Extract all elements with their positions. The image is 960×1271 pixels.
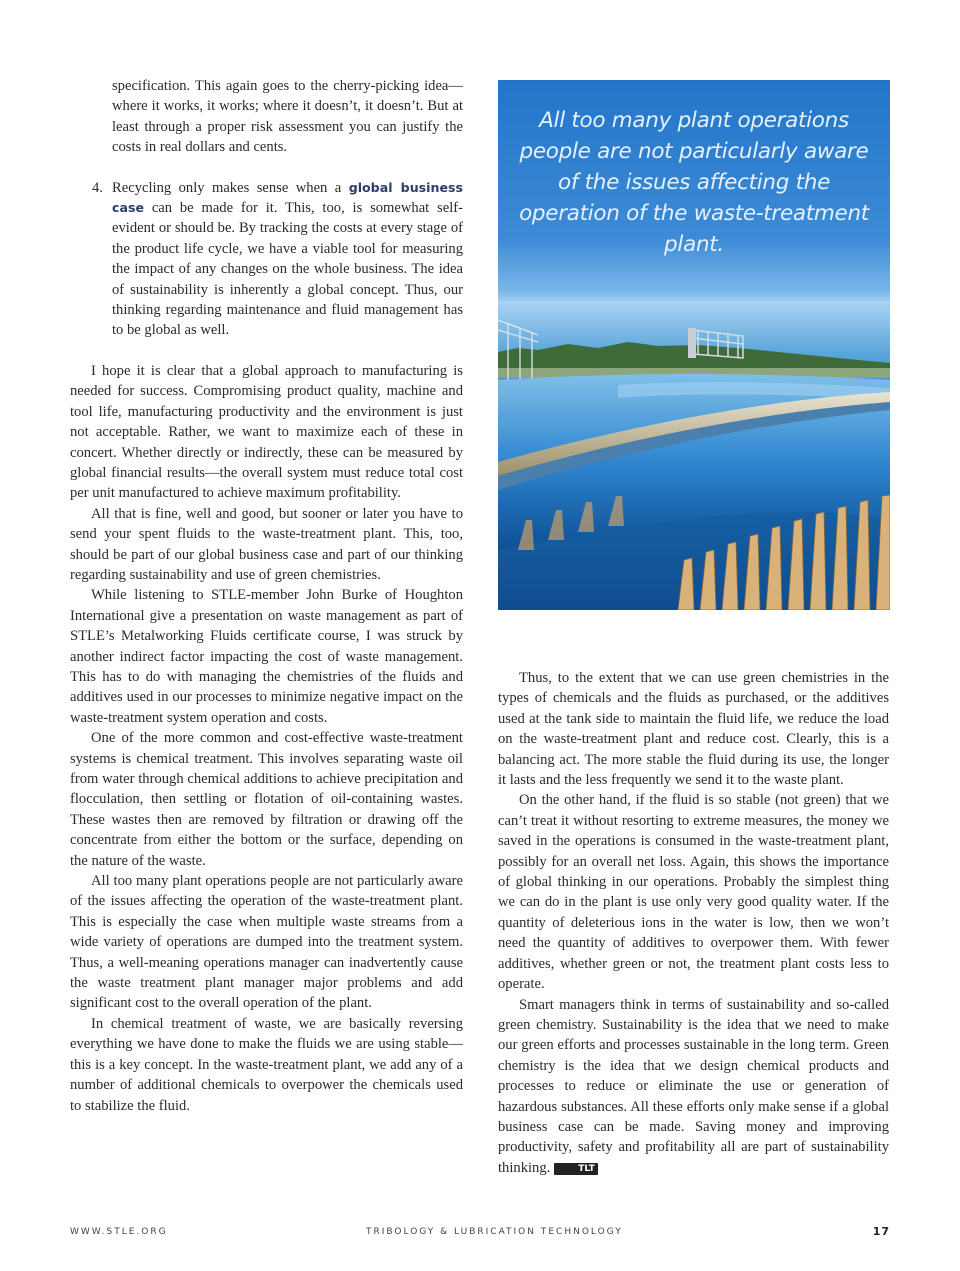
page-number: 17	[872, 1225, 890, 1238]
left-column	[70, 76, 463, 1116]
body-paragraph: While listening to STLE-member John Burke of Houghton International give a presentation on waste management as part of STLE’s Metalworking Fluids certificate course, I was struck by another indirect factor impacting the cost of waste management. This has to do with managing the chemistries of the fluids and additives used in our processes to minimize negative impact on the waste-treatment system operation and costs.	[70, 587, 463, 726]
right-column	[498, 668, 889, 1178]
bold-phrase: global business case	[112, 179, 463, 216]
body-paragraph: Thus, to the extent that we can use green chemistries in the types of chemicals and the fluids as purchased, or the additives used at the tank side to maintain the fluid life, we reduce the load on the waste-treatment plant and reduce cost. Clearly, this is a balancing act. The more stable the fluid during its use, the longer it lasts and the less frequently we send it to the waste plant.	[498, 670, 889, 789]
list-item-text-after: can be made for it. This, too, is somewhat self-evident or should be. By tracking the costs at every stage of the product life cycle, we have a viable tool for measuring the impact of any changes on the whole business. The idea of sustainability is inherently a global concept. Thus, our thinking regarding maintenance and fluid management has to be global as well.	[112, 200, 463, 339]
final-paragraph-text: Smart managers think in terms of sustainability and so-called green chemistry. Sustainability is the idea that we need to make our green efforts and processes sustainable in the long term. Green chemistry is the idea that we design chemical products and processes to reduce or eliminate the use or generation of hazardous substances. All these efforts only make sense if a global business case can be made. Saving money and improving productivity, safety and profitability all are part of sustainability thinking.	[498, 996, 889, 1176]
list-item-4	[70, 178, 463, 341]
body-paragraph: I hope it is clear that a global approach to manufacturing is needed for success. Compromising product quality, machine and tool life, manufacturing productivity and the environment is just not acceptable. Rather, we want to maximize each of these in concert. Whether directly or indirectly, these can be measured by global financial results—the overall system must reduce total cost per unit manufactured to achieve maximum profitability.	[70, 362, 463, 502]
body-paragraph: On the other hand, if the fluid is so stable (not green) that we can’t treat it without resorting to extreme measures, the money we saved in the operations is consumed in the waste-treatment plant, possibly for an overall net loss. Again, this shows the importance of global thinking in our operations. Probably the simplest thing we can do in the plant is use only very good quality water. If the quantity of deleterious ions in the water is low, then we won’t need the quantity of additives to overpower them. With fewer additives, whether green or not, the treatment plant costs less to operate.	[498, 792, 889, 993]
list-number: 4.	[92, 179, 103, 196]
body-paragraph: One of the more common and cost-effective waste-treatment systems is chemical treatment. This involves separating waste oil from water through chemical additions to achieve precipitation and flocculation, then settling or flotation of oil-containing wastes. These wastes then are removed by filtration or drawing off the concentrate from either the bottom or the surface, depending on the nature of the waste.	[70, 730, 463, 869]
list-item-text-before: Recycling only makes sense when a	[112, 179, 342, 196]
body-paragraph: All that is fine, well and good, but sooner or later you have to send your spent fluids to the waste-treatment plant. This, too, should be part of our global business case and part of our thinking regarding sustainability and use of green chemistries.	[70, 505, 463, 583]
footer-magazine-title: TRIBOLOGY & LUBRICATION TECHNOLOGY	[366, 1227, 623, 1237]
list-item-3-continuation: specification. This again goes to the cherry-picking idea—where it works, it works; where it doesn’t, it doesn’t. But at least through a proper risk assessment you can justify the costs in real dollars and cents.	[112, 78, 463, 156]
page-footer	[70, 1227, 890, 1243]
body-paragraph: All too many plant operations people are not particularly aware of the issues affecting the operation of the waste-treatment plant. This is especially the case when multiple waste streams from a wide variety of operations are dumped into the treatment system. Thus, a well-meaning operations manager can inadvertently cause the waste treatment plant manager major problems and add significant cost to the overall operation of the plant.	[70, 873, 463, 1012]
tlt-end-mark: TLT	[554, 1163, 598, 1175]
pull-quote: All too many plant operations people are not particularly aware of the issues affecting the operation of the waste-treatment plant.	[519, 108, 869, 257]
body-paragraph: In chemical treatment of waste, we are basically reversing everything we have done to make the fluids we are using stable—this is a key concept. In the waste-treatment plant, we add any of a number of additional chemicals to overpower the chemicals used to stabilize the fluid.	[70, 1015, 463, 1114]
footer-website: WWW.STLE.ORG	[70, 1227, 168, 1237]
waste-treatment-photo	[498, 80, 890, 610]
body-paragraph	[498, 995, 889, 1179]
